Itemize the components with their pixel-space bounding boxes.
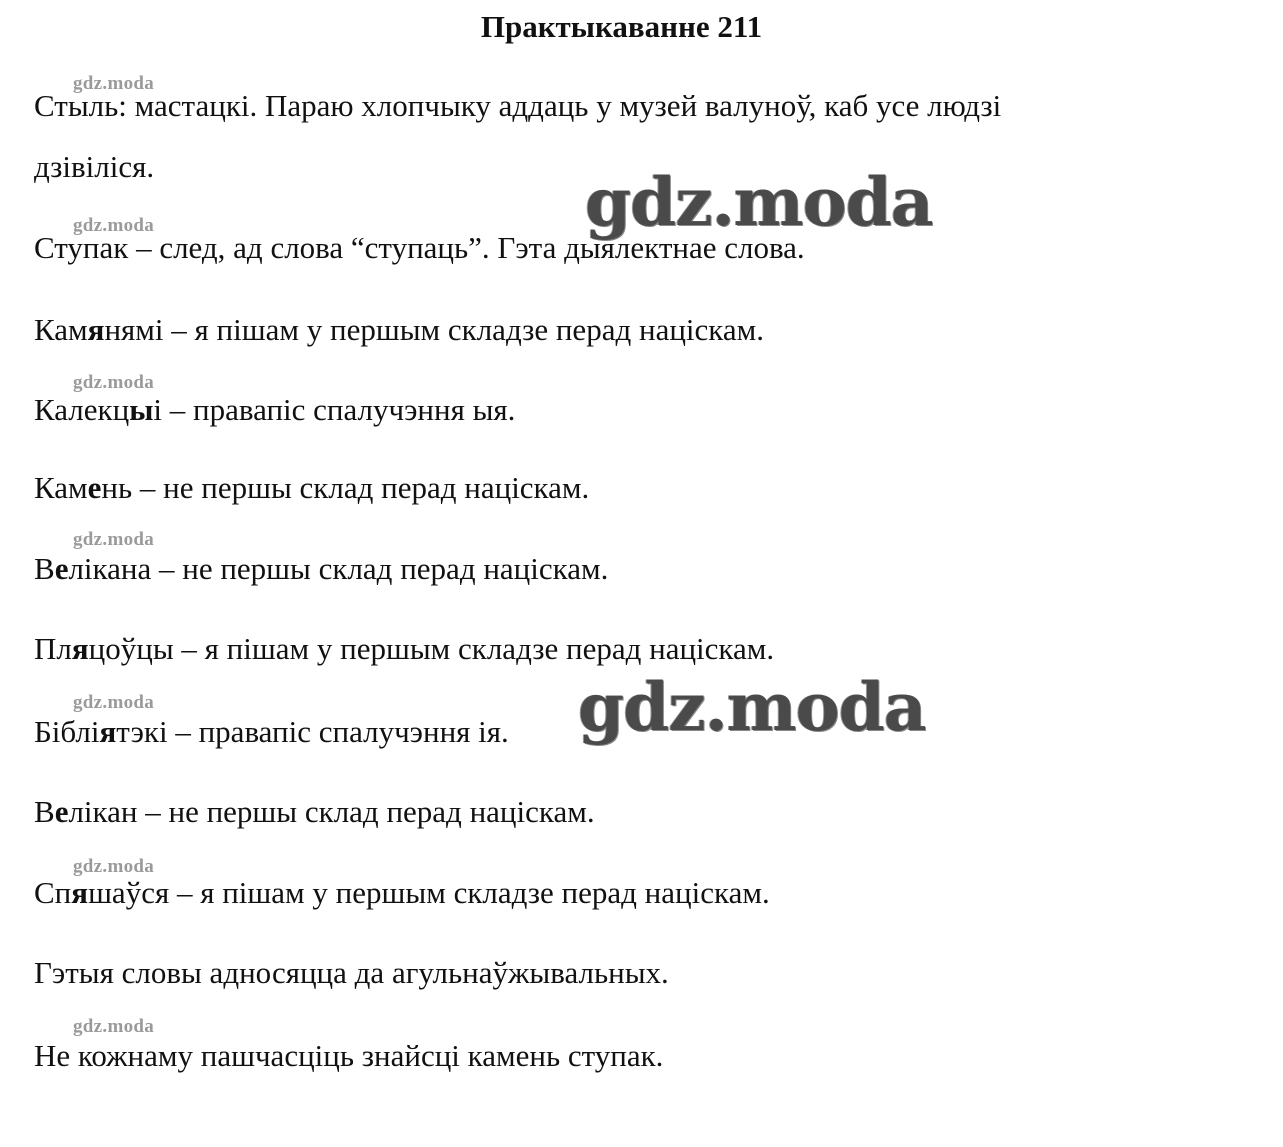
highlighted-letter: е	[87, 470, 102, 505]
answer-line: Пляцоўцы – я пішам у першым складзе перад націскам.	[34, 631, 775, 666]
answer-line: Камень – не першы склад перад націскам.	[34, 470, 590, 505]
watermark-small: gdz.moda	[73, 372, 155, 393]
answer-line: Велікан – не першы склад перад націскам.	[34, 794, 595, 829]
answer-line: Ступак – след, ад слова “ступаць”. Гэта дыялектнае слова.	[34, 230, 805, 265]
watermark-small: gdz.moda	[73, 1016, 155, 1037]
answer-line: Калекцыі – правапіс спалучэння ыя.	[34, 392, 516, 427]
watermark-small: gdz.moda	[73, 856, 155, 877]
highlighted-letter: я	[71, 875, 89, 910]
watermark-small: gdz.moda	[73, 215, 155, 236]
watermark-large: gdz.moda	[578, 668, 926, 746]
watermark-large: gdz.moda	[585, 163, 933, 241]
answer-line: Бібліятэкі – правапіс спалучэння ія.	[34, 714, 509, 749]
highlighted-letter: я	[71, 631, 89, 666]
answer-line: Гэтыя словы адносяцца да агульнаўжывальных.	[34, 955, 669, 990]
answer-line: дзівіліся.	[34, 149, 155, 184]
answer-line: Стыль: мастацкі. Параю хлопчыку аддаць у музей валуноў, каб усе людзі	[34, 88, 1002, 123]
highlighted-letter: е	[54, 794, 69, 829]
answer-line: Не кожнаму пашчасціць знайсці камень ступак.	[34, 1038, 664, 1073]
highlighted-letter: я	[87, 312, 105, 347]
watermark-small: gdz.moda	[73, 529, 155, 550]
watermark-small: gdz.moda	[73, 73, 155, 94]
answer-line: Спяшаўся – я пішам у першым складзе перад націскам.	[34, 875, 770, 910]
answer-line: Велікана – не першы склад перад націскам.	[34, 551, 609, 586]
highlighted-letter: ы	[129, 392, 154, 427]
page-title: Практыкаванне 211	[480, 9, 763, 44]
highlighted-letter: я	[99, 714, 117, 749]
highlighted-letter: е	[54, 551, 69, 586]
answer-line: Камянямі – я пішам у першым складзе перад націскам.	[34, 312, 765, 347]
watermark-small: gdz.moda	[73, 692, 155, 713]
